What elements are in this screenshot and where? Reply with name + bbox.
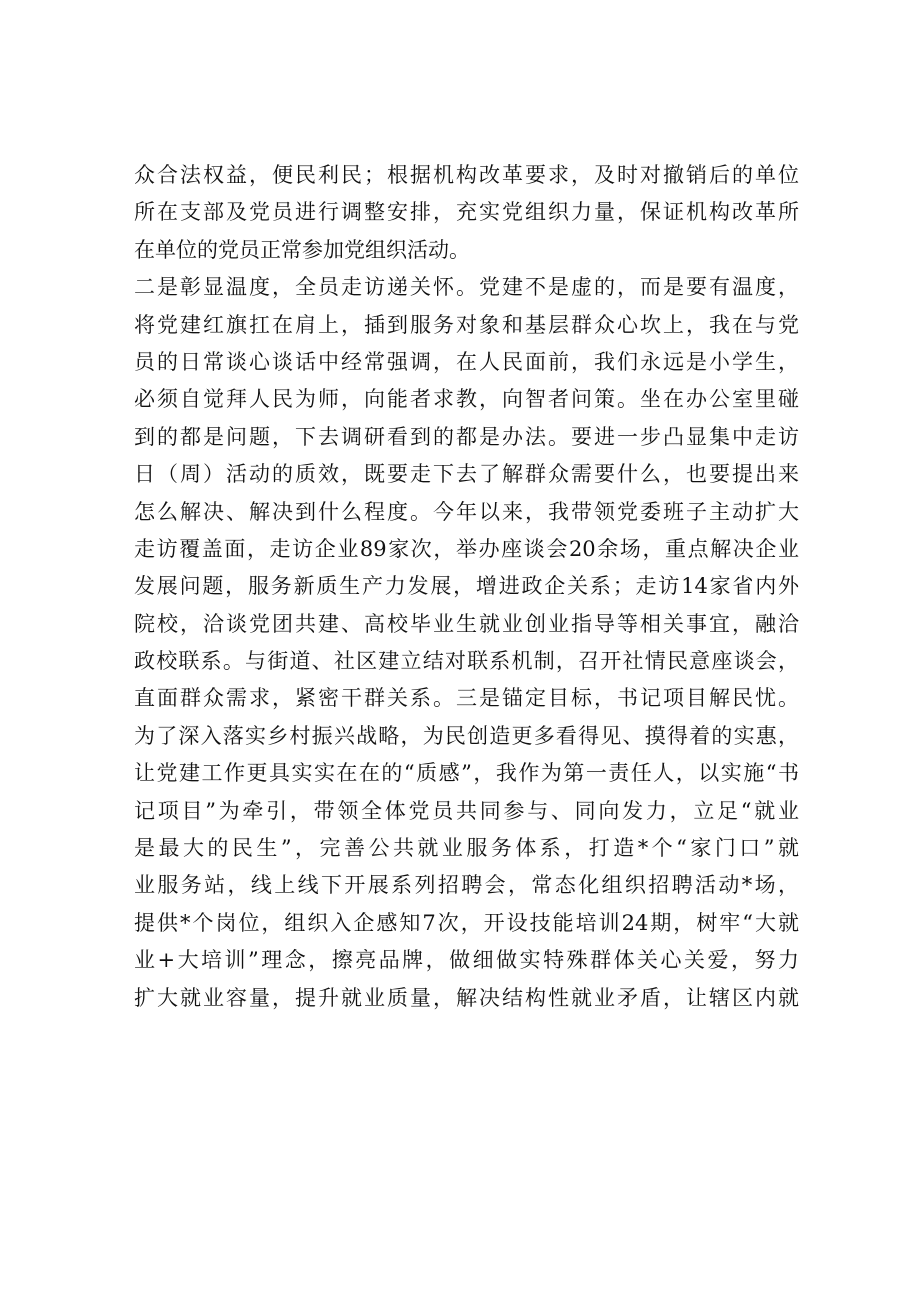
text-line: 二是彰显温度，全员走访递关怀。党建不是虚的，而是要有温度，	[134, 275, 799, 300]
text-line: 走访覆盖面，走访企业89家次，举办座谈会20余场，重点解决企业	[134, 536, 799, 561]
text-line: 发展问题，服务新质生产力发展，增进政企关系；走访14家省内外	[134, 574, 799, 599]
text-line: 直面群众需求，紧密干群关系。三是锚定目标，书记项目解民忧。	[134, 686, 799, 711]
text-line: 怎么解决、解决到什么程度。今年以来，我带领党委班子主动扩大	[134, 499, 799, 524]
body-text	[134, 157, 799, 1017]
text-line: 将党建红旗扛在肩上，插到服务对象和基层群众心坎上，我在与党	[134, 312, 799, 337]
text-line: 业+大培训”理念，擦亮品牌，做细做实特殊群体关心关爱，努力	[134, 948, 799, 973]
text-line: 在单位的党员正常参加党组织活动。	[134, 237, 470, 262]
text-line: 记项目”为牵引，带领全体党员共同参与、同向发力，立足“就业	[134, 798, 799, 823]
text-line: 日（周）活动的质效，既要走下去了解群众需要什么，也要提出来	[134, 462, 799, 487]
text-line: 众合法权益，便民利民；根据机构改革要求，及时对撤销后的单位	[134, 163, 799, 187]
text-line: 政校联系。与街道、社区建立结对联系机制，召开社情民意座谈会，	[134, 649, 799, 674]
text-line: 提供*个岗位，组织入企感知7次，开设技能培训24期，树牢“大就	[134, 910, 799, 935]
text-line: 扩大就业容量，提升就业质量，解决结构性就业矛盾，让辖区内就	[134, 985, 799, 1010]
text-line: 到的都是问题，下去调研看到的都是办法。要进一步凸显集中走访	[134, 424, 799, 449]
text-line: 必须自觉拜人民为师，向能者求教，向智者问策。坐在办公室里碰	[134, 387, 799, 412]
text-line: 让党建工作更具实实在在的“质感”，我作为第一责任人，以实施“书	[134, 761, 799, 786]
text-line: 是最大的民生”，完善公共就业服务体系，打造*个“家门口”就	[134, 836, 799, 861]
text-line: 业服务站，线上线下开展系列招聘会，常态化组织招聘活动*场，	[134, 873, 799, 898]
text-line: 院校，洽谈党团共建、高校毕业生就业创业指导等相关事宜，融洽	[134, 611, 799, 636]
text-line: 为了深入落实乡村振兴战略，为民创造更多看得见、摸得着的实惠，	[134, 723, 799, 748]
text-line: 员的日常谈心谈话中经常强调，在人民面前，我们永远是小学生，	[134, 349, 799, 374]
text-line: 所在支部及党员进行调整安排，充实党组织力量，保证机构改革所	[134, 200, 799, 225]
